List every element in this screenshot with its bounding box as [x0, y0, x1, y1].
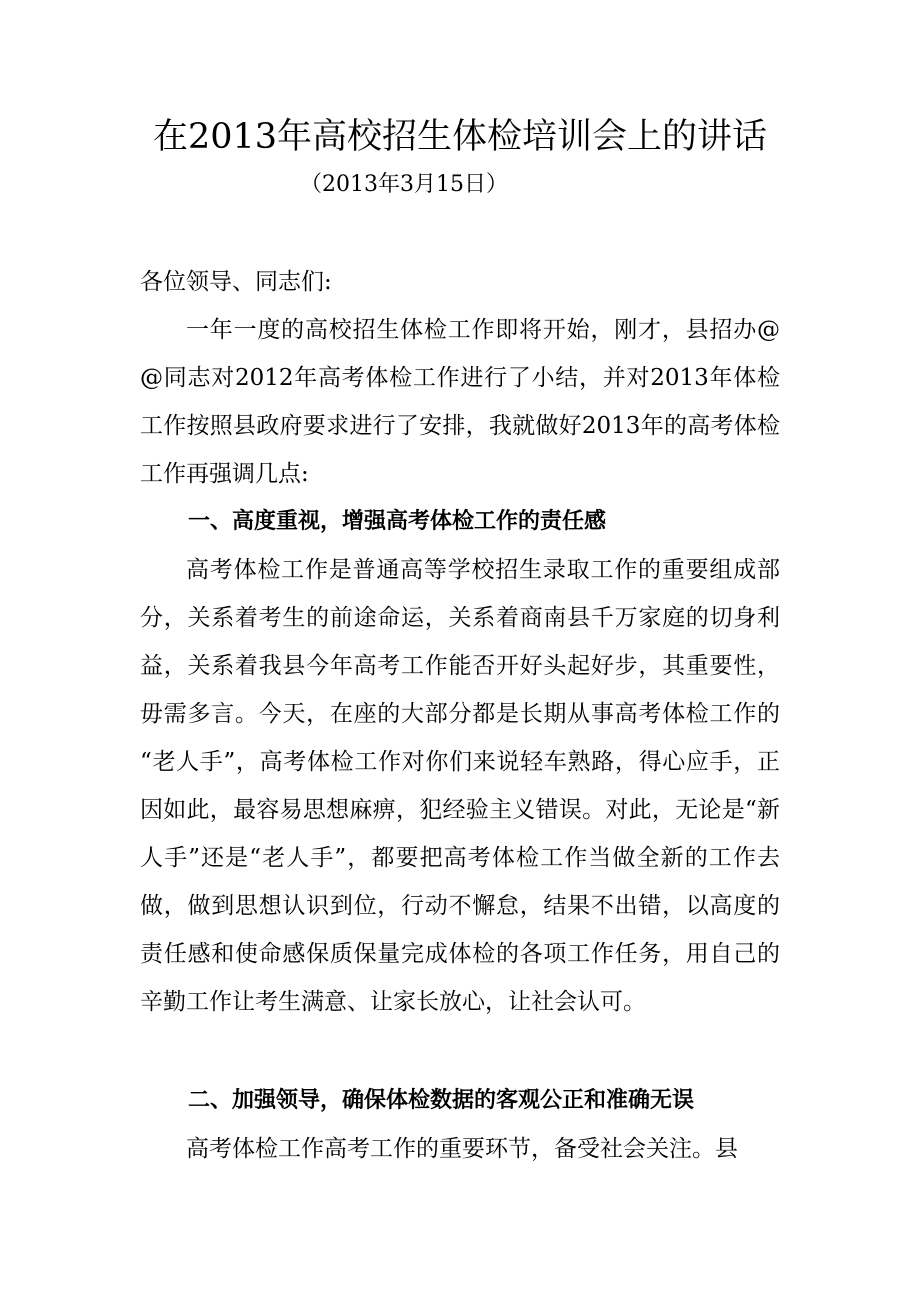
paragraph-section-2: 高考体检工作高考工作的重要环节，备受社会关注。县	[186, 1136, 738, 1162]
document-date: （2013年3月15日）	[300, 172, 508, 197]
paragraph-intro: 一年一度的高校招生体检工作即将开始，刚才，县招办@@同志对2012年高考体检工作进行了小结，并对2013年体检工作按照县政府要求进行了安排，我就做好2013年的高考体检工作再强调几点:	[140, 317, 780, 487]
salutation: 各位领导、同志们:	[140, 269, 332, 295]
document-title: 在2013年高校招生体检培训会上的讲话	[152, 117, 768, 157]
section-heading-1: 一、高度重视，增强高考体检工作的责任感	[188, 509, 607, 534]
section-heading-2: 二、加强领导，确保体检数据的客观公正和准确无误	[188, 1088, 695, 1113]
paragraph-section-1: 高考体检工作是普通高等学校招生录取工作的重要组成部分，关系着考生的前途命运，关系着商南县千万家庭的切身利益，关系着我县今年高考工作能否开好头起好步，其重要性，毋需多言。今天，在座的大部分都是长期从事高考体检工作的 “老人手”，高考体检工作对你们来说轻车熟路，得心应手，正因如此，最容易思想麻痹，犯经验主义错误。对此，无论是“新人手”还是“老人手”，都要把高考体检工作当做全新的工作去做，做到思想认识到位，行动不懈怠，结果不出错，以高度的责任感和使命感保质保量完成体检的各项工作任务，用自己的辛勤工作让考生满意、让家长放心，让社会认可。	[140, 557, 780, 1015]
